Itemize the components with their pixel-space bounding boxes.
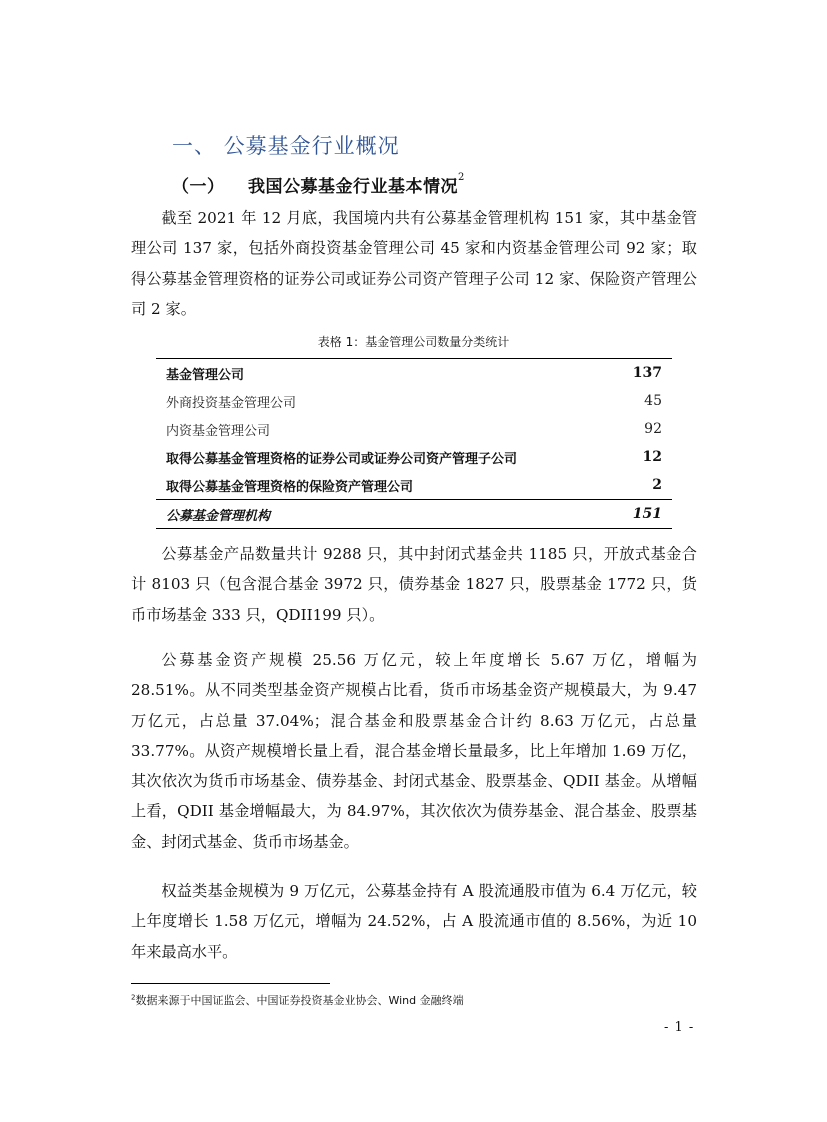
row-value: 2 <box>652 477 662 493</box>
paragraph-asset-scale: 公募基金资产规模 25.56 万亿元，较上年度增长 5.67 万亿，增幅为 28.51%。从不同类型基金资产规模占比看，货币市场基金资产规模最大，为 9.47 万亿元，占总量 37.04%；混合基金和股票基金合计约 8.63 万亿元，占总量 33.77%。从资产规模增长量上看，混合基金增长量最多，比上年增加 1.69 万亿，其次依次为货币市场基金、债券基金、封闭式基金、股票基金、QDII 基金。从增幅上看，QDII 基金增幅最大，为 84.97%，其次依次为债券基金、混合基金、股票基金、封闭式基金、货币市场基金。 <box>131 651 697 851</box>
footnote-text: 数据来源于中国证监会、中国证券投资基金业协会、Wind 金融终端 <box>135 994 464 1007</box>
fund-company-table <box>156 358 672 529</box>
paragraph-equity: 权益类基金规模为 9 万亿元，公募基金持有 A 股流通股市值为 6.4 万亿元，较上年度增长 1.58 万亿元，增幅为 24.52%，占 A 股流通市值的 8.56%，为近 10 年来最高水平。 <box>131 882 697 961</box>
table-caption: 表格 1：基金管理公司数量分类统计 <box>317 335 510 349</box>
row-label: 取得公募基金管理资格的保险资产管理公司 <box>166 479 414 495</box>
page-number: - 1 - <box>664 1020 695 1035</box>
footnote-reference: 2 <box>458 172 465 183</box>
table-row <box>156 415 672 443</box>
total-value: 151 <box>612 500 672 529</box>
paragraph-institutions: 截至 2021 年 12 月底，我国境内共有公募基金管理机构 151 家，其中基金管理公司 137 家，包括外商投资基金管理公司 45 家和内资基金管理公司 92 家；取得公募基金管理资格的证券公司或证券公司资产管理子公司 12 家、保险资产管理公司 2 家。 <box>131 209 697 318</box>
row-value: 137 <box>632 365 662 381</box>
table-row <box>156 443 672 471</box>
row-value: 45 <box>644 393 662 409</box>
total-label: 公募基金管理机构 <box>156 500 612 529</box>
section-heading: 一、 公募基金行业概况 <box>172 134 400 158</box>
subsection-heading <box>172 172 465 197</box>
subsection-number: （一） <box>172 177 225 197</box>
row-value: 12 <box>642 449 662 465</box>
row-label: 基金管理公司 <box>166 367 245 383</box>
table-row <box>156 471 672 500</box>
footnote-mark: 2 <box>131 993 136 1002</box>
row-label: 取得公募基金管理资格的证券公司或证券公司资产管理子公司 <box>166 451 518 467</box>
row-value: 92 <box>644 421 662 437</box>
footnote-divider <box>131 983 330 984</box>
footnote <box>131 992 464 1008</box>
subsection-title: 我国公募基金行业基本情况 <box>248 177 458 197</box>
paragraph-products: 公募基金产品数量共计 9288 只，其中封闭式基金共 1185 只，开放式基金合计 8103 只（包含混合基金 3972 只，债券基金 1827 只，股票基金 1772 只，货币市场基金 333 只，QDII199 只）。 <box>131 545 697 624</box>
row-label: 外商投资基金管理公司 <box>166 395 297 411</box>
table-row <box>156 387 672 415</box>
table-total-row <box>156 500 672 529</box>
table-row <box>156 359 672 388</box>
row-label: 内资基金管理公司 <box>166 423 271 439</box>
